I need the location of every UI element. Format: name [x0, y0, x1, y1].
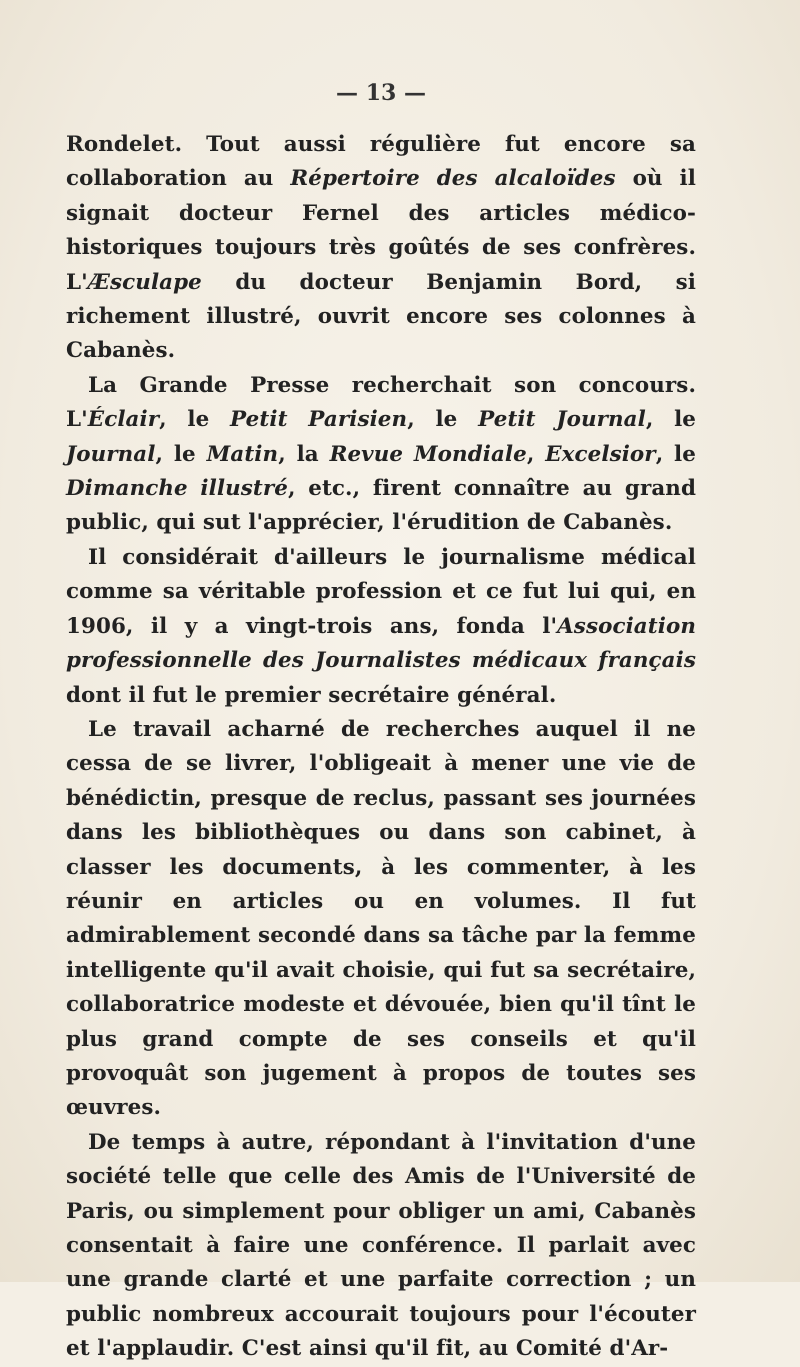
text-run: où il signait docteur Fernel des articles médico-historiques toujours très goûtés de ses confrères. L' — [66, 166, 696, 295]
publication-title: Journal — [66, 441, 156, 467]
page-number: — 13 — — [336, 80, 426, 106]
publication-title: Excelsior — [545, 441, 656, 467]
publication-title: Petit Parisien — [230, 407, 408, 433]
publication-title: Æsculape — [87, 269, 202, 295]
publication-title: Répertoire des alcaloïdes — [290, 166, 616, 192]
paragraph — [66, 541, 696, 713]
publication-title: Éclair — [87, 407, 160, 433]
paragraph — [66, 1126, 696, 1367]
text-run: , — [526, 441, 546, 467]
text-run: , la — [278, 441, 330, 467]
publication-title: Dimanche illustré — [66, 476, 288, 502]
text-run: dont il fut le premier secrétaire général. — [66, 682, 557, 708]
text-run: Le travail acharné de recherches auquel il ne cessa de se livrer, l'obligeait à mener une vie de bénédictin, presque de reclus, passant ses journées dans les bibliothèques ou dans son cabinet, à classer les documents, à les commenter, à les réunir en articles ou en volumes. Il fut admirablement secondé dans sa tâche par la femme intelligente qu'il avait choisie, qui fut sa secrétaire, collaboratrice modeste et dévouée, bien qu'il tînt le plus grand compte de ses conseils et qu'il provoquât son jugement à propos de toutes ses œuvres. — [66, 716, 696, 1121]
text-run: , etc., firent connaître au grand public, qui sut l'apprécier, l'érudition de Cabanès. — [66, 476, 696, 536]
publication-title: Petit Journal — [478, 407, 646, 433]
association-name: Association professionnelle des Journalistes médicaux français — [66, 613, 696, 674]
text-run: du docteur Benjamin Bord, si richement illustré, ouvrit encore ses colonnes à Cabanès. — [66, 269, 696, 364]
text-run: , le — [655, 441, 696, 467]
paragraph — [66, 369, 696, 541]
paragraph — [66, 713, 696, 1126]
text-run: , le — [645, 407, 697, 433]
text-run: , le — [155, 441, 207, 467]
text-run: De temps à autre, répondant à l'invitation d'une société telle que celle des Amis de l'Université de Paris, ou simplement pour obliger un ami, Cabanès consentait à faire une conférence. Il parlait avec une grande clarté et une parfaite correction ; un public nombreux accourait toujours pour l'écouter et l'applaudir. C'est ainsi qu'il fit, au Comité d'Ar- — [66, 1129, 696, 1362]
text-run: Il considérait d'ailleurs le journalisme médical comme sa véritable profession et ce fut lui qui, en 1906, il y a vingt-trois ans, fonda l' — [66, 544, 696, 639]
text-run: , le — [159, 407, 231, 433]
paragraph — [66, 128, 696, 369]
publication-title: Revue Mondiale — [329, 441, 527, 467]
publication-title: Matin — [206, 441, 279, 467]
text-run: , le — [407, 407, 479, 433]
text-run: Rondelet. Tout aussi régulière fut encore sa collaboration au — [66, 132, 696, 192]
text-run: La Grande Presse recherchait son concours. L' — [66, 372, 696, 433]
